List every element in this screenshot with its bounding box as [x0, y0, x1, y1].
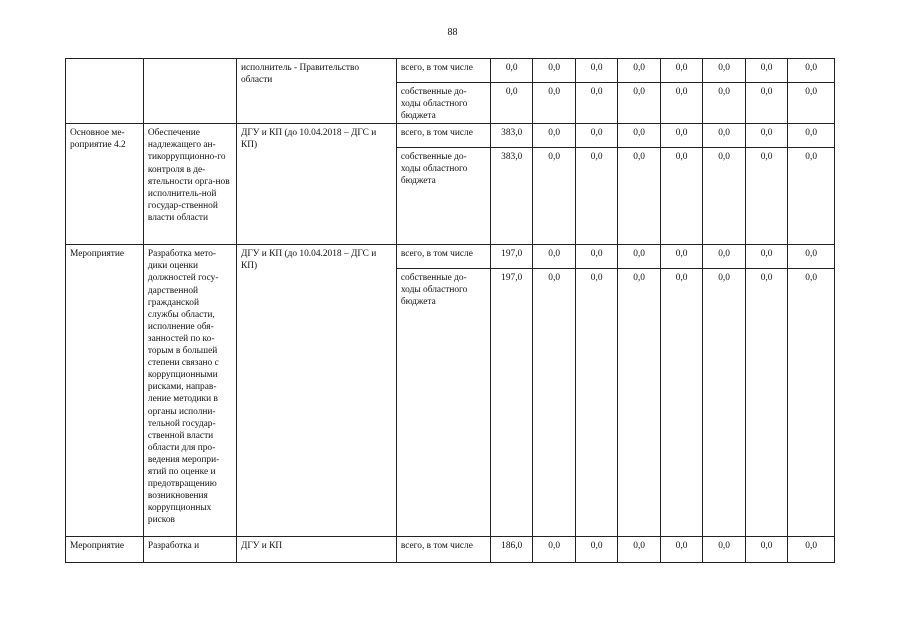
value-cell: 0,0: [575, 59, 617, 83]
source-label: собственные до-ходы областного бюджета: [396, 83, 490, 124]
table-row: [66, 245, 835, 269]
value-cell: 186,0: [490, 537, 532, 563]
source-label: всего, в том числе: [396, 124, 490, 148]
executor-cell: ДГУ и КП: [236, 537, 396, 563]
value-cell: 0,0: [703, 59, 745, 83]
value-cell: 0,0: [618, 269, 660, 537]
value-cell: 0,0: [618, 245, 660, 269]
value-cell: 0,0: [575, 124, 617, 148]
event-cell: Мероприятие: [66, 537, 144, 563]
executor-cell: исполнитель - Правительство области: [236, 59, 396, 124]
value-cell: 0,0: [788, 537, 835, 563]
name-cell: Обеспечение надлежащего ан-тикоррупционно-го контроля в де-ятельности орга-нов исполнитель-ной государ-ственной власти области: [143, 124, 236, 245]
value-cell: 0,0: [745, 245, 787, 269]
value-cell: 0,0: [703, 148, 745, 245]
value-cell: 0,0: [575, 537, 617, 563]
source-label: собственные до-ходы областного бюджета: [396, 148, 490, 245]
value-cell: 197,0: [490, 269, 532, 537]
event-cell: [66, 59, 144, 124]
value-cell: 0,0: [703, 537, 745, 563]
executor-cell: ДГУ и КП (до 10.04.2018 – ДГС и КП): [236, 124, 396, 245]
value-cell: 0,0: [660, 148, 702, 245]
page-number: 88: [447, 27, 458, 38]
value-cell: 0,0: [660, 59, 702, 83]
value-cell: 0,0: [788, 245, 835, 269]
value-cell: 0,0: [533, 269, 575, 537]
value-cell: 0,0: [618, 124, 660, 148]
event-cell: Основное ме-роприятие 4.2: [66, 124, 144, 245]
value-cell: 0,0: [575, 245, 617, 269]
name-cell: Разработка мето-дики оценки должностей госу-дарственной гражданской службы области, исполнение обя-занностей по ко-торым в большей степени связано с коррупционными рисками, направ-ление методики в органы исполни-тельной государ-ственной власти области для про-ведения меропри-ятий по оценке и предотвращению возникновения коррупционных рисков: [143, 245, 236, 537]
value-cell: 0,0: [575, 83, 617, 124]
value-cell: 0,0: [745, 537, 787, 563]
value-cell: 0,0: [703, 83, 745, 124]
name-cell: [143, 59, 236, 124]
value-cell: 0,0: [703, 124, 745, 148]
budget-table: [65, 58, 835, 563]
value-cell: 0,0: [533, 124, 575, 148]
value-cell: 0,0: [660, 83, 702, 124]
value-cell: 0,0: [745, 124, 787, 148]
value-cell: 383,0: [490, 124, 532, 148]
value-cell: 0,0: [788, 83, 835, 124]
value-cell: 0,0: [618, 148, 660, 245]
value-cell: 0,0: [745, 59, 787, 83]
value-cell: 383,0: [490, 148, 532, 245]
table-row: [66, 537, 835, 563]
value-cell: 0,0: [533, 537, 575, 563]
value-cell: 0,0: [618, 537, 660, 563]
value-cell: 0,0: [788, 124, 835, 148]
value-cell: 0,0: [745, 148, 787, 245]
value-cell: 197,0: [490, 245, 532, 269]
value-cell: 0,0: [703, 269, 745, 537]
value-cell: 0,0: [660, 245, 702, 269]
value-cell: 0,0: [660, 269, 702, 537]
value-cell: 0,0: [575, 269, 617, 537]
value-cell: 0,0: [618, 59, 660, 83]
value-cell: 0,0: [575, 148, 617, 245]
value-cell: 0,0: [533, 245, 575, 269]
table-row: [66, 124, 835, 148]
value-cell: 0,0: [660, 124, 702, 148]
value-cell: 0,0: [788, 59, 835, 83]
source-label: собственные до-ходы областного бюджета: [396, 269, 490, 537]
value-cell: 0,0: [533, 59, 575, 83]
value-cell: 0,0: [490, 83, 532, 124]
value-cell: 0,0: [660, 537, 702, 563]
table-row: [66, 59, 835, 83]
value-cell: 0,0: [788, 148, 835, 245]
source-label: всего, в том числе: [396, 537, 490, 563]
value-cell: 0,0: [745, 269, 787, 537]
value-cell: 0,0: [788, 269, 835, 537]
executor-cell: ДГУ и КП (до 10.04.2018 – ДГС и КП): [236, 245, 396, 537]
event-cell: Мероприятие: [66, 245, 144, 537]
value-cell: 0,0: [703, 245, 745, 269]
value-cell: 0,0: [618, 83, 660, 124]
name-cell: Разработка и: [143, 537, 236, 563]
source-label: всего, в том числе: [396, 59, 490, 83]
value-cell: 0,0: [745, 83, 787, 124]
source-label: всего, в том числе: [396, 245, 490, 269]
value-cell: 0,0: [533, 148, 575, 245]
value-cell: 0,0: [490, 59, 532, 83]
value-cell: 0,0: [533, 83, 575, 124]
